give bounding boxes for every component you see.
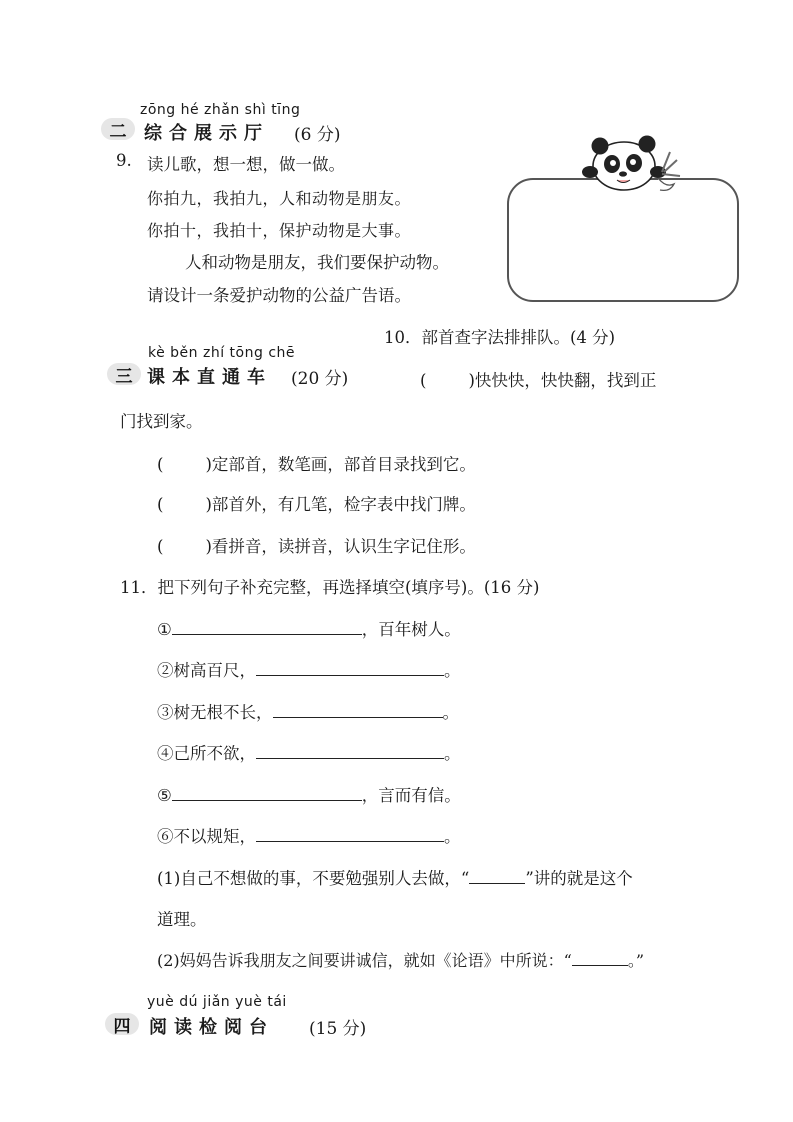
q9-number: 9. [116,151,132,170]
q11-sub-2-text-end: 。” [627,951,645,970]
section-4-title: 阅读检阅台 [149,1017,274,1038]
q11-item-1-pre: ① [157,620,172,639]
q10-item-1-continued: 门找到家。 [120,412,203,431]
q11-item-6-post: 。 [444,827,461,846]
answer-blank[interactable] [172,784,362,801]
section-3-pinyin: kè běn zhí tōng chē [148,345,296,361]
q11-item-2-post: 。 [444,661,461,680]
q11-item-3 [157,699,459,723]
paren-open: ( [157,537,164,556]
paren-close: ) [205,495,212,514]
answer-blank[interactable] [256,825,444,842]
answer-blank[interactable] [273,701,443,718]
q10-item-1 [420,367,656,391]
q10-item-1-text: 快快快，快快翻，找到正 [474,371,657,390]
q9-verse-line-1: 你拍九，我拍九，人和动物是朋友。 [147,189,412,208]
q9-instruction: 请设计一条爱护动物的公益广告语。 [147,286,411,305]
q11-item-1-post: ，百年树人。 [361,620,461,639]
q11-item-5 [157,782,461,806]
paren-close: ) [205,537,212,556]
q10-item-3-text: 部首外，有几笔，检字表中找门牌。 [211,495,476,514]
q11-sub-1-text: (1)自己不想做的事，不要勉强别人去做，“ [157,869,470,888]
q11-sub-2-text: (2)妈妈告诉我朋友之间要讲诚信，就如《论语》中所说：“ [157,951,572,970]
paren-open: ( [157,495,164,514]
section-3-number: 三 [107,363,141,385]
q11-item-1 [157,616,461,640]
q10-item-4-text: 看拼音，读拼音，认识生字记住形。 [211,537,476,556]
section-3-score: (20 分) [291,369,349,389]
q11-item-5-pre: ⑤ [157,786,172,805]
answer-box[interactable] [507,178,739,302]
q11-sub-2 [157,948,644,971]
q11-item-6 [157,823,461,847]
q11-item-5-post: ，言而有信。 [361,786,461,805]
q11-item-4-post: 。 [444,744,461,763]
q10-item-3 [157,491,476,515]
q10-item-2-text: 定部首，数笔画，部首目录找到它。 [211,455,476,474]
q9-prompt: 读儿歌，想一想，做一做。 [147,155,345,174]
section-4-score: (15 分) [309,1019,367,1039]
q11-item-6-pre: ⑥不以规矩， [157,827,256,846]
q11-sub-1-continued: 道理。 [157,910,207,929]
paren-open: ( [157,455,164,474]
q9-verse-line-2: 你拍十，我拍十，保护动物是大事。 [147,221,412,240]
paren-close: ) [205,455,212,474]
paren-close: ) [468,371,475,390]
q11-item-2 [157,657,461,681]
paren-open: ( [420,371,427,390]
q9-paragraph: 人和动物是朋友，我们要保护动物。 [185,253,449,272]
q11-sub-1-text-end: ”讲的就是这个 [525,869,633,888]
q11-item-3-post: 。 [442,703,459,722]
answer-blank[interactable] [256,659,444,676]
answer-blank[interactable] [469,867,525,884]
q11-item-4-pre: ④己所不欲， [157,744,256,763]
answer-blank[interactable] [256,742,444,759]
section-2-number: 二 [101,118,135,140]
section-4-number: 四 [105,1013,139,1035]
q11-item-2-pre: ②树高百尺， [157,661,256,680]
q11-prompt: 11．把下列句子补充完整，再选择填空(填序号)。(16 分) [120,578,540,597]
q10-prompt: 10．部首查字法排排队。(4 分) [384,328,616,347]
q11-item-4 [157,740,461,764]
q10-item-4 [157,533,476,557]
answer-blank[interactable] [572,949,628,966]
q11-sub-1 [157,865,633,889]
section-2-score: (6 分) [294,125,341,145]
answer-blank[interactable] [172,618,362,635]
section-3-title: 课本直通车 [147,367,272,388]
section-2-title: 综合展示厅 [144,123,269,144]
q11-item-3-pre: ③树无根不长， [157,703,273,722]
panda-icon [574,132,684,194]
section-4-pinyin: yuè dú jiǎn yuè tái [147,994,287,1010]
q10-item-2 [157,451,476,475]
section-2-pinyin: zōng hé zhǎn shì tīng [140,102,301,118]
